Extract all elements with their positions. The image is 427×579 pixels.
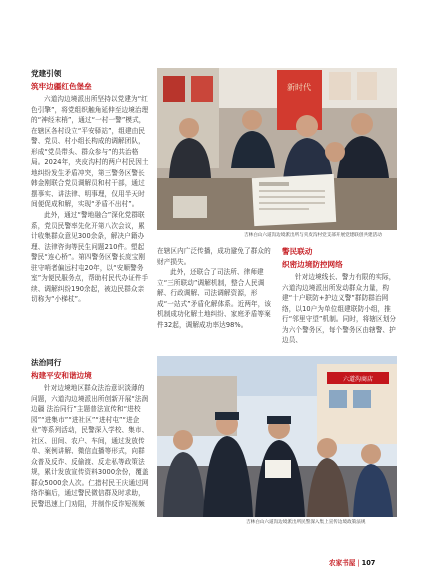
photo-law-promotion	[157, 356, 397, 517]
magazine-brand: 农家书屋	[329, 559, 356, 567]
paragraph: 针对边境地区群众法治意识淡薄的问题，六道沟边境派出所创新开展“法润边疆 法治同行”主题普法宣传和“进校园”“进集市”“进社区”“进村屯”“进企业”等系列活动，民警深入学校、集市、社区、田间、农户、车间，通过发放传单、案例讲解、微信直播等形式，向群众普及反诈、反偷渡、反走私等政策法规，累计发放宣传资料3000余份，覆盖群众5000余人次。仁措村民王庆通过网络诈骗后，通过警民微信群及时求助，民警迅速上门劝阻，并制作反诈短视频	[31, 384, 149, 509]
section-subheading-police-2: 织密边境防控网络	[282, 260, 343, 269]
column-2	[157, 246, 274, 330]
column-3	[282, 272, 398, 346]
photo-party-building-image	[157, 68, 397, 230]
footer-separator: |	[357, 559, 360, 567]
banner-text: 新时代	[287, 83, 311, 92]
photo-party-building	[157, 68, 397, 230]
section-heading-party: 党建引领	[31, 69, 62, 78]
paragraph: 此外，还联合了司法所、律师建立“三所联动”调解机制，整合人民调解、行政调解、司法调解资源，形成“一站式”矛盾化解体系。近两年，该机制成功化解土地纠纷、家庭矛盾等案件32起，调解成功率达98%。	[157, 268, 272, 329]
photo-caption: 吉林白山六道沟边境派出所与夹皮沟村党支部开展党建联创共建活动	[244, 233, 382, 238]
paragraph: 在辖区内广泛传播，成功避免了群众的财产损失。	[157, 247, 271, 266]
page-number: 107	[361, 559, 376, 567]
section-heading-law: 法治同行	[31, 358, 62, 367]
paragraph: 针对边境线长、警力有限的实际，六道沟边境派出所发动群众力量，构建“十户联防+护边义警”群防群治网络，以10户为单位组建联防小组，推行“邻里守望”机制。同时，将辖区划分为六个警务区，每个警务区由辖警、护边员、	[282, 273, 397, 345]
shop-sign-text: 六道沟商店	[342, 376, 374, 383]
page-footer	[329, 559, 375, 568]
section-subheading-law: 构建平安和谐边境	[31, 371, 92, 380]
photo-law-promotion-image	[157, 356, 397, 517]
column-1-lower	[31, 383, 149, 510]
paragraph: 此外，通过“警地融合”深化党群联系，党员民警率先化开第八次会议，累计收集群众意见300余条，解决户籍办理、法律咨询等民生问题210件。塑起警民“连心桥”。第四警务区警长庞宝刚驻守哨者偏远村屯20年，以“安顺警务室”为便民服务点，帮助村民代办证件手续、调解纠纷190余起，被边民群众亲切称为“小梯杖”。	[31, 211, 149, 304]
section-subheading-party: 筑牢边疆红色堡垒	[31, 82, 92, 91]
column-1-upper	[31, 94, 149, 305]
paragraph: 六道沟边境派出所坚持以党建为“红色引擎”，将党组织触角延伸至边境治理的“神经末梢”，通过“一村一警”模式，在辖区各村设立“平安驿站”，组建由民警、党员、村小组长构成的调解团队，形成“党员带头、群众参与”的共治格局。2024年，夹皮沟村的两户村民因土地纠纷发生矛盾冲突，第三警务区警长韩金刚联合党员调解员和村干部，通过摆事实、讲法律、明事理，仅用半天时间便促成和解，实现“矛盾不出村”。	[31, 95, 149, 209]
photo-caption: 吉林白山六道沟边境派出所民警深入集上宣传边境政策法规	[246, 520, 366, 525]
section-subheading-police: 警民联动	[282, 247, 313, 256]
